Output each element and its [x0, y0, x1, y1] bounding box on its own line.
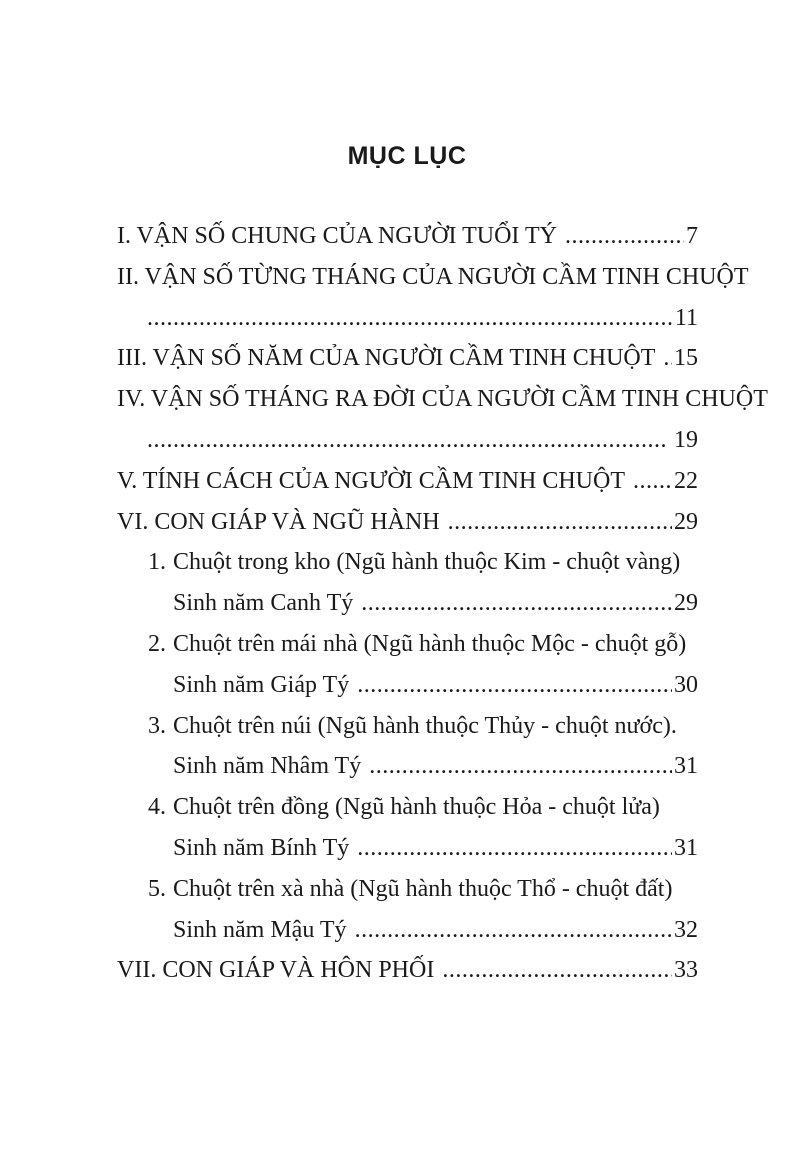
- toc-entry[interactable]: [117, 950, 698, 991]
- toc-entry[interactable]: [117, 379, 768, 420]
- dot-leader: [448, 502, 672, 543]
- dot-leader: [357, 665, 672, 706]
- toc-entry-text: V. TÍNH CÁCH CỦA NGƯỜI CẦM TINH CHUỘT: [117, 467, 625, 494]
- toc-subentry-continuation[interactable]: [117, 746, 698, 787]
- toc-subentry[interactable]: [117, 787, 698, 828]
- toc-entry-text: IV. VẬN SỐ THÁNG RA ĐỜI CỦA NGƯỜI CẦM TINH CHUỘT: [117, 386, 768, 413]
- subentry-subtitle: Sinh năm Nhâm Tý: [173, 753, 362, 780]
- page-number: 19: [674, 426, 698, 453]
- subentry-title: Chuột trên núi (Ngũ hành thuộc Thủy - chuột nước).: [173, 712, 677, 739]
- subentry-subtitle: Sinh năm Bính Tý: [173, 834, 350, 861]
- toc-entry-continuation[interactable]: [117, 298, 698, 339]
- subentry-subtitle: Sinh năm Mậu Tý: [173, 916, 347, 943]
- subentry-number: 5.: [148, 875, 166, 902]
- dot-leader: [565, 216, 684, 257]
- toc-entry[interactable]: [117, 216, 698, 257]
- toc-subentry[interactable]: [117, 869, 698, 910]
- dot-leader: [663, 338, 672, 379]
- dot-leader: [357, 828, 672, 869]
- page-number: 11: [674, 304, 698, 331]
- table-of-contents: [117, 216, 768, 991]
- subentry-subtitle: Sinh năm Canh Tý: [173, 590, 354, 617]
- page-title: MỤC LỤC: [347, 142, 467, 170]
- page-number: 29: [674, 590, 698, 617]
- subentry-number: 2.: [148, 630, 166, 657]
- dot-leader: [633, 461, 672, 502]
- page-number: 30: [674, 671, 698, 698]
- subentry-number: 4.: [148, 794, 166, 821]
- page-number: 32: [674, 916, 698, 943]
- page-number: 31: [674, 753, 698, 780]
- toc-subentry[interactable]: [117, 542, 698, 583]
- toc-entry-text: I. VẬN SỐ CHUNG CỦA NGƯỜI TUỔI TÝ: [117, 223, 557, 249]
- subentry-title: Chuột trên xà nhà (Ngũ hành thuộc Thổ - chuột đất): [173, 875, 673, 902]
- subentry-title: Chuột trên mái nhà (Ngũ hành thuộc Mộc - chuột gỗ): [173, 630, 687, 657]
- subentry-subtitle: Sinh năm Giáp Tý: [173, 671, 350, 698]
- subentry-number: 3.: [148, 712, 166, 739]
- toc-subentry-continuation[interactable]: [117, 665, 698, 706]
- toc-entry[interactable]: [117, 461, 698, 502]
- toc-entry[interactable]: [117, 257, 749, 298]
- page-number: 15: [674, 345, 698, 372]
- page-number: 31: [674, 834, 698, 861]
- toc-entry-continuation[interactable]: [117, 420, 698, 461]
- toc-subentry[interactable]: [117, 624, 698, 665]
- toc-entry[interactable]: [117, 338, 698, 379]
- dot-leader: [147, 420, 668, 461]
- dot-leader: [442, 950, 672, 991]
- toc-entry-text: II. VẬN SỐ TỪNG THÁNG CỦA NGƯỜI CẦM TINH CHUỘT: [117, 263, 749, 290]
- dot-leader: [147, 298, 673, 339]
- toc-entry[interactable]: [117, 502, 698, 543]
- subentry-title: Chuột trên đồng (Ngũ hành thuộc Hỏa - chuột lửa): [173, 794, 660, 821]
- toc-subentry-continuation[interactable]: [117, 583, 698, 624]
- toc-entry-text: VII. CON GIÁP VÀ HÔN PHỐI: [117, 957, 435, 984]
- subentry-number: 1.: [148, 549, 166, 576]
- toc-subentry[interactable]: [117, 706, 698, 747]
- dot-leader: [361, 583, 672, 624]
- page-number: 33: [674, 957, 698, 984]
- page-number: 22: [674, 467, 698, 494]
- toc-entry-text: III. VẬN SỐ NĂM CỦA NGƯỜI CẦM TINH CHUỘT: [117, 345, 656, 372]
- toc-entry-text: VI. CON GIÁP VÀ NGŨ HÀNH: [117, 508, 440, 535]
- page-number: 29: [674, 508, 698, 535]
- toc-subentry-continuation[interactable]: [117, 828, 698, 869]
- subentry-title: Chuột trong kho (Ngũ hành thuộc Kim - chuột vàng): [173, 549, 681, 576]
- page-number: 7: [686, 223, 698, 249]
- toc-subentry-continuation[interactable]: [117, 910, 698, 951]
- dot-leader: [369, 746, 672, 787]
- dot-leader: [355, 910, 672, 951]
